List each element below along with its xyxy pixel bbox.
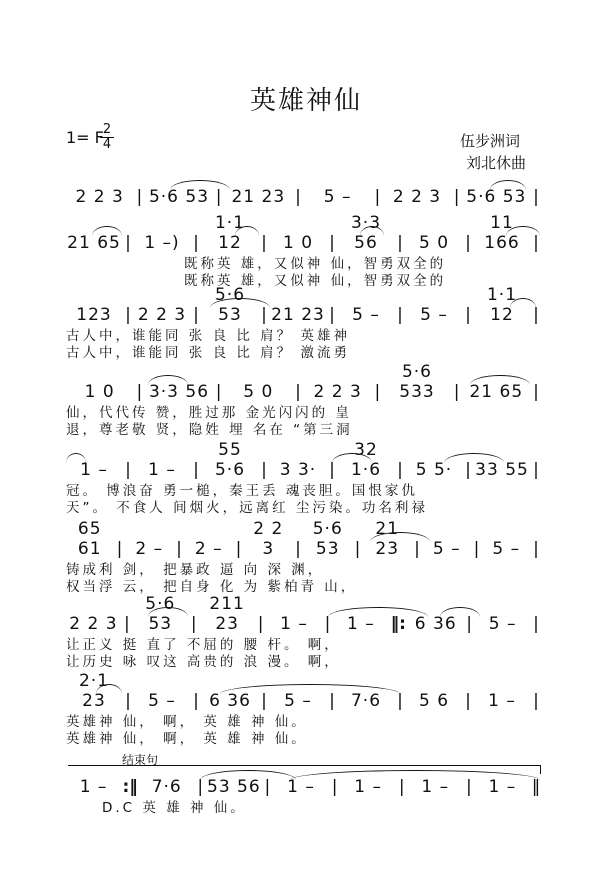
measure: 7·6 bbox=[350, 691, 382, 711]
bar-line: | bbox=[125, 305, 131, 325]
measure: 21 23 bbox=[375, 519, 400, 559]
lyric-line: 古人中，谁能同 张 良 比 肩？ 英雄神 bbox=[66, 328, 350, 344]
composer-credit: 刘北休曲 bbox=[466, 154, 527, 172]
bar-line: | bbox=[397, 691, 403, 711]
repeat-sign: :‖ bbox=[122, 777, 138, 797]
notes-line bbox=[66, 285, 542, 325]
measure: 1 – bbox=[79, 777, 108, 797]
bar-line: | bbox=[533, 539, 539, 559]
lyric-line: 既称英 雄，又似神 仙，智勇双全的 bbox=[184, 256, 447, 272]
slur-arc bbox=[92, 226, 122, 236]
measure: 1 – bbox=[488, 691, 516, 711]
lyricist-credit: 伍步洲词 bbox=[460, 132, 521, 150]
measure: 5 – bbox=[432, 539, 461, 559]
slur-arc bbox=[470, 375, 530, 385]
measure: 1 0 bbox=[84, 382, 115, 402]
slur-arc bbox=[440, 607, 480, 617]
bar-line: | bbox=[533, 382, 539, 402]
lyric-line: 铸成利 剑， 把暴政 逼 向 深 渊， bbox=[66, 562, 325, 578]
measure: 1 – bbox=[354, 777, 382, 797]
bar-line: | bbox=[329, 233, 335, 253]
bar-line: | bbox=[190, 614, 197, 634]
slur-arc bbox=[328, 607, 428, 617]
lyric-line: 既称英 雄，又似神 仙，智勇双全的 bbox=[184, 273, 447, 289]
bar-line: | bbox=[329, 305, 335, 325]
bar-line: | bbox=[324, 614, 331, 634]
score-row bbox=[66, 775, 542, 817]
bar-line: | bbox=[261, 233, 267, 253]
measure: 1 – bbox=[287, 777, 315, 797]
bar-line: | bbox=[331, 777, 338, 797]
measure: 211 23 bbox=[209, 594, 245, 634]
measure: 2 2 3 bbox=[75, 187, 124, 207]
measure: 21 65 bbox=[67, 233, 121, 253]
score-row bbox=[66, 671, 542, 748]
bar-line: | bbox=[197, 777, 204, 797]
score-row bbox=[66, 594, 542, 671]
bar-line: | bbox=[533, 691, 539, 711]
bar-line: | bbox=[123, 614, 130, 634]
bar-line: | bbox=[465, 305, 471, 325]
measure: 5·6 53 bbox=[214, 285, 246, 325]
measure: 21 23 bbox=[271, 305, 325, 325]
bar-line: | bbox=[329, 691, 335, 711]
slur-arc bbox=[506, 226, 540, 236]
lyric-line: 让历史 咏 叹这 高贵的 浪 漫。 啊， bbox=[66, 654, 341, 670]
measure: 6 36 bbox=[209, 691, 251, 711]
measure: 1 – bbox=[80, 460, 108, 480]
bar-line: | bbox=[473, 539, 480, 559]
measure: 5 – bbox=[284, 691, 312, 711]
bar-line: | bbox=[261, 691, 267, 711]
bar-line: | bbox=[295, 187, 301, 207]
bar-line: | bbox=[116, 539, 123, 559]
slur-arc bbox=[220, 684, 400, 694]
measure: 7·6 bbox=[151, 777, 182, 797]
lyric-line: 让正义 挺 直了 不屈的 腰 杆。 啊， bbox=[66, 637, 341, 653]
bar-line: | bbox=[465, 460, 471, 480]
key-signature: 1= F bbox=[66, 128, 104, 147]
measure: 33 55 bbox=[475, 460, 529, 480]
measure: 2 2 3 bbox=[137, 305, 187, 325]
bar-line: | bbox=[125, 460, 131, 480]
measure: 11 166 bbox=[484, 213, 520, 253]
lyric-line: 冠。 博浪奋 勇一槌，秦王丢 魂丧胆。国恨家仇 bbox=[66, 483, 418, 499]
ending-label: 结束句 bbox=[122, 753, 159, 767]
measure: 1 –) bbox=[144, 233, 180, 253]
measure: 1 – bbox=[347, 614, 375, 634]
bar-line: | bbox=[453, 187, 460, 207]
lyric-line: 古人中，谁能同 张 良 比 肩？ 激流勇 bbox=[66, 345, 350, 361]
bar-line: | bbox=[465, 777, 472, 797]
lyric-line: 天”。 不食人 间烟火，远离红 尘污染。功名利禄 bbox=[66, 500, 428, 516]
bar-line: | bbox=[176, 539, 182, 559]
repeat-sign: ‖: bbox=[390, 614, 406, 634]
measure: 5 – bbox=[148, 691, 176, 711]
measure: 5·6 533 bbox=[399, 362, 435, 402]
measure: 5 5· bbox=[415, 460, 453, 480]
bar-line: | bbox=[261, 460, 267, 480]
measure: 5·6 53 bbox=[145, 594, 176, 634]
slur-arc bbox=[444, 453, 504, 463]
lyric-line: 权当浮 云， 把自身 化 为 紫柏青 山， bbox=[66, 579, 358, 595]
measure: 5 – bbox=[488, 614, 517, 634]
measure: 32 1·6 bbox=[350, 440, 382, 480]
measure: 5 0 bbox=[418, 233, 450, 253]
bar-line: | bbox=[136, 382, 143, 402]
measure: 55 5·6 bbox=[214, 440, 246, 480]
bar-line: | bbox=[193, 691, 199, 711]
bar-line: | bbox=[374, 382, 381, 402]
bar-line: | bbox=[193, 305, 199, 325]
measure: 21 65 bbox=[469, 382, 524, 402]
bar-line: | bbox=[466, 614, 473, 634]
measure: 53 56 bbox=[207, 777, 261, 797]
slur-arc bbox=[170, 180, 230, 190]
bar-line: | bbox=[329, 460, 335, 480]
bar-line: | bbox=[397, 305, 403, 325]
bar-line: | bbox=[125, 233, 131, 253]
meter-bottom: 4 bbox=[102, 137, 112, 152]
slur-arc bbox=[490, 180, 526, 190]
measure: 1·1 12 bbox=[214, 213, 246, 253]
bar-line: | bbox=[235, 539, 242, 559]
measure: 5 – bbox=[492, 539, 521, 559]
measure: 3 3· bbox=[279, 460, 317, 480]
bar-line: | bbox=[215, 382, 222, 402]
measure: 5·6 53 bbox=[148, 187, 210, 207]
measure: 5 – bbox=[420, 305, 448, 325]
measure: 2 2 3 bbox=[313, 382, 362, 402]
score-row bbox=[66, 185, 542, 207]
bar-line: | bbox=[261, 305, 267, 325]
measure: 1 – bbox=[148, 460, 176, 480]
bar-line: | bbox=[533, 614, 539, 634]
bar-line: | bbox=[257, 614, 264, 634]
measure: 21 23 bbox=[231, 187, 286, 207]
bar-line: | bbox=[533, 305, 539, 325]
bar-line: | bbox=[398, 777, 405, 797]
measure: 5 – bbox=[352, 305, 380, 325]
measure: 65 61 bbox=[77, 519, 102, 559]
measure: 3·3 56 bbox=[350, 213, 382, 253]
bar-line: ‖ bbox=[531, 777, 541, 797]
score-row bbox=[66, 519, 542, 596]
measure: 2 – bbox=[194, 539, 223, 559]
bar-line: | bbox=[193, 460, 199, 480]
slur-arc bbox=[66, 453, 86, 463]
score-row bbox=[66, 213, 542, 290]
bar-line: | bbox=[193, 233, 199, 253]
score-row bbox=[66, 285, 542, 362]
slur-arc bbox=[148, 375, 188, 385]
time-signature bbox=[100, 124, 114, 151]
measure: 2 2 3 bbox=[253, 519, 284, 559]
measure: 2 2 3 bbox=[69, 614, 118, 634]
bar-line: | bbox=[397, 460, 403, 480]
measure: 2 – bbox=[135, 539, 164, 559]
bar-line: | bbox=[125, 691, 131, 711]
slur-arc bbox=[510, 298, 536, 308]
measure: 1 0 bbox=[282, 233, 314, 253]
measure: 2 2 3 bbox=[392, 187, 442, 207]
notes-line bbox=[66, 519, 542, 559]
lyric-line: 英雄神 仙， 啊， 英 雄 神 仙。 bbox=[66, 714, 308, 730]
measure: 6 36 bbox=[414, 614, 457, 634]
measure: 5·6 53 bbox=[466, 187, 527, 207]
bar-line: | bbox=[465, 691, 471, 711]
bar-line: | bbox=[295, 382, 301, 402]
measure: 5 6 bbox=[418, 691, 450, 711]
measure: 1 – bbox=[488, 777, 517, 797]
bar-line: | bbox=[215, 187, 222, 207]
meter-top: 2 bbox=[102, 122, 112, 137]
measure: 1·1 12 bbox=[486, 285, 518, 325]
bar-line: | bbox=[414, 539, 420, 559]
bar-line: | bbox=[264, 777, 271, 797]
bar-line: | bbox=[397, 233, 403, 253]
measure: 2·1 23 bbox=[78, 671, 110, 711]
score-row bbox=[66, 362, 542, 439]
bar-line: | bbox=[465, 233, 471, 253]
lyric-line: D.C 英 雄 神 仙。 bbox=[102, 800, 247, 816]
bar-line: | bbox=[136, 187, 143, 207]
notes-line bbox=[66, 185, 542, 207]
measure: 5 – bbox=[323, 187, 352, 207]
bar-line: | bbox=[453, 382, 460, 402]
measure: 3·3 56 bbox=[148, 382, 210, 402]
measure: 1 – bbox=[280, 614, 308, 634]
measure: 5·6 53 bbox=[312, 519, 343, 559]
lyric-line: 英雄神 仙， 啊， 英 雄 神 仙。 bbox=[66, 731, 308, 747]
bar-line: | bbox=[354, 539, 361, 559]
bar-line: | bbox=[533, 187, 539, 207]
bar-line: | bbox=[295, 539, 301, 559]
notes-line bbox=[66, 213, 542, 253]
bar-line: | bbox=[533, 233, 539, 253]
score-row bbox=[66, 440, 542, 517]
lyric-line: 退，尊老敬 贤，隐姓 埋 名在 “第三洞 bbox=[66, 422, 353, 438]
song-title: 英雄神仙 bbox=[249, 86, 362, 116]
bar-line: | bbox=[374, 187, 381, 207]
measure: 123 bbox=[76, 305, 112, 325]
measure: 1 – bbox=[421, 777, 450, 797]
measure: 5 0 bbox=[243, 382, 274, 402]
bar-line: | bbox=[533, 460, 539, 480]
lyric-line: 仙，代代传 赞，胜过那 金光闪闪的 皇 bbox=[66, 405, 352, 421]
